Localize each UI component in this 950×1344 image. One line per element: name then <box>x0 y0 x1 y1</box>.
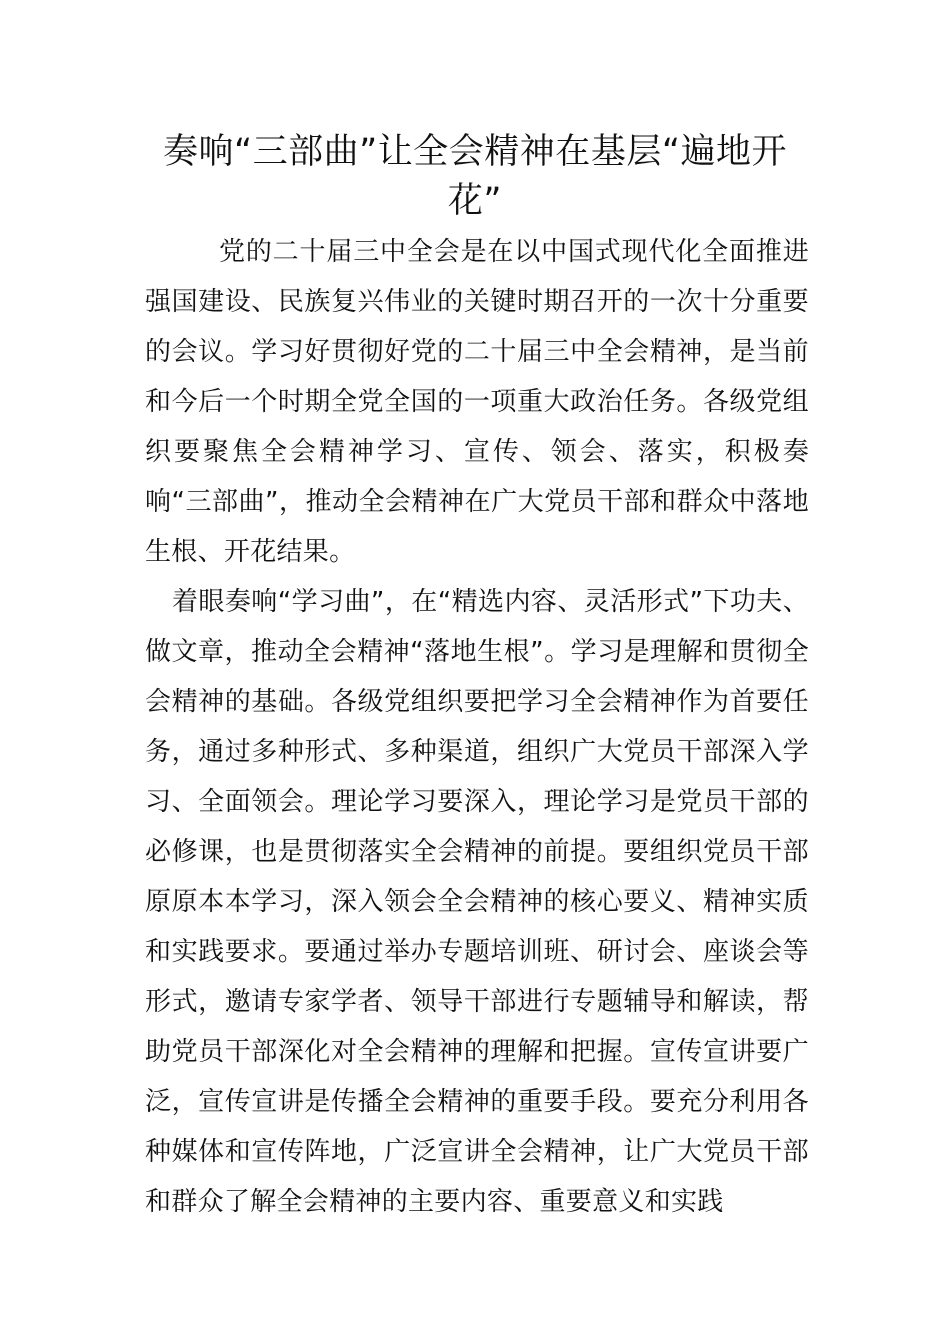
paragraph-study-section: 着眼奏响“学习曲”，在“精选内容、灵活形式”下功夫、做文章，推动全会精神“落地生根”。学习是理解和贯彻全会精神的基础。各级党组织要把学习全会精神作为首要任务，通过多种形式、多种渠道，组织广大党员干部深入学习、全面领会。理论学习要深入，理论学习是党员干部的必修课，也是贯彻落实全会精神的前提。要组织党员干部原原本本学习，深入领会全会精神的核心要义、精神实质和实践要求。要通过举办专题培训班、研讨会、座谈会等形式，邀请专家学者、领导干部进行专题辅导和解读，帮助党员干部深化对全会精神的理解和把握。宣传宣讲要广泛，宣传宣讲是传播全会精神的重要手段。要充分利用各种媒体和宣传阵地，广泛宣讲全会精神，让广大党员干部和群众了解全会精神的主要内容、重要意义和实践 <box>145 587 809 1217</box>
paragraph-intro: 党的二十届三中全会是在以中国式现代化全面推进强国建设、民族复兴伟业的关键时期召开的一次十分重要的会议。学习好贯彻好党的二十届三中全会精神，是当前和今后一个时期全党全国的一项重大政治任务。各级党组织要聚焦全会精神学习、宣传、领会、落实，积极奏响“三部曲”，推动全会精神在广大党员干部和群众中落地生根、开花结果。 <box>145 237 809 567</box>
document-title: 奏响“三部曲”让全会精神在基层“遍地开花” <box>163 132 787 221</box>
document-body <box>145 227 809 1227</box>
